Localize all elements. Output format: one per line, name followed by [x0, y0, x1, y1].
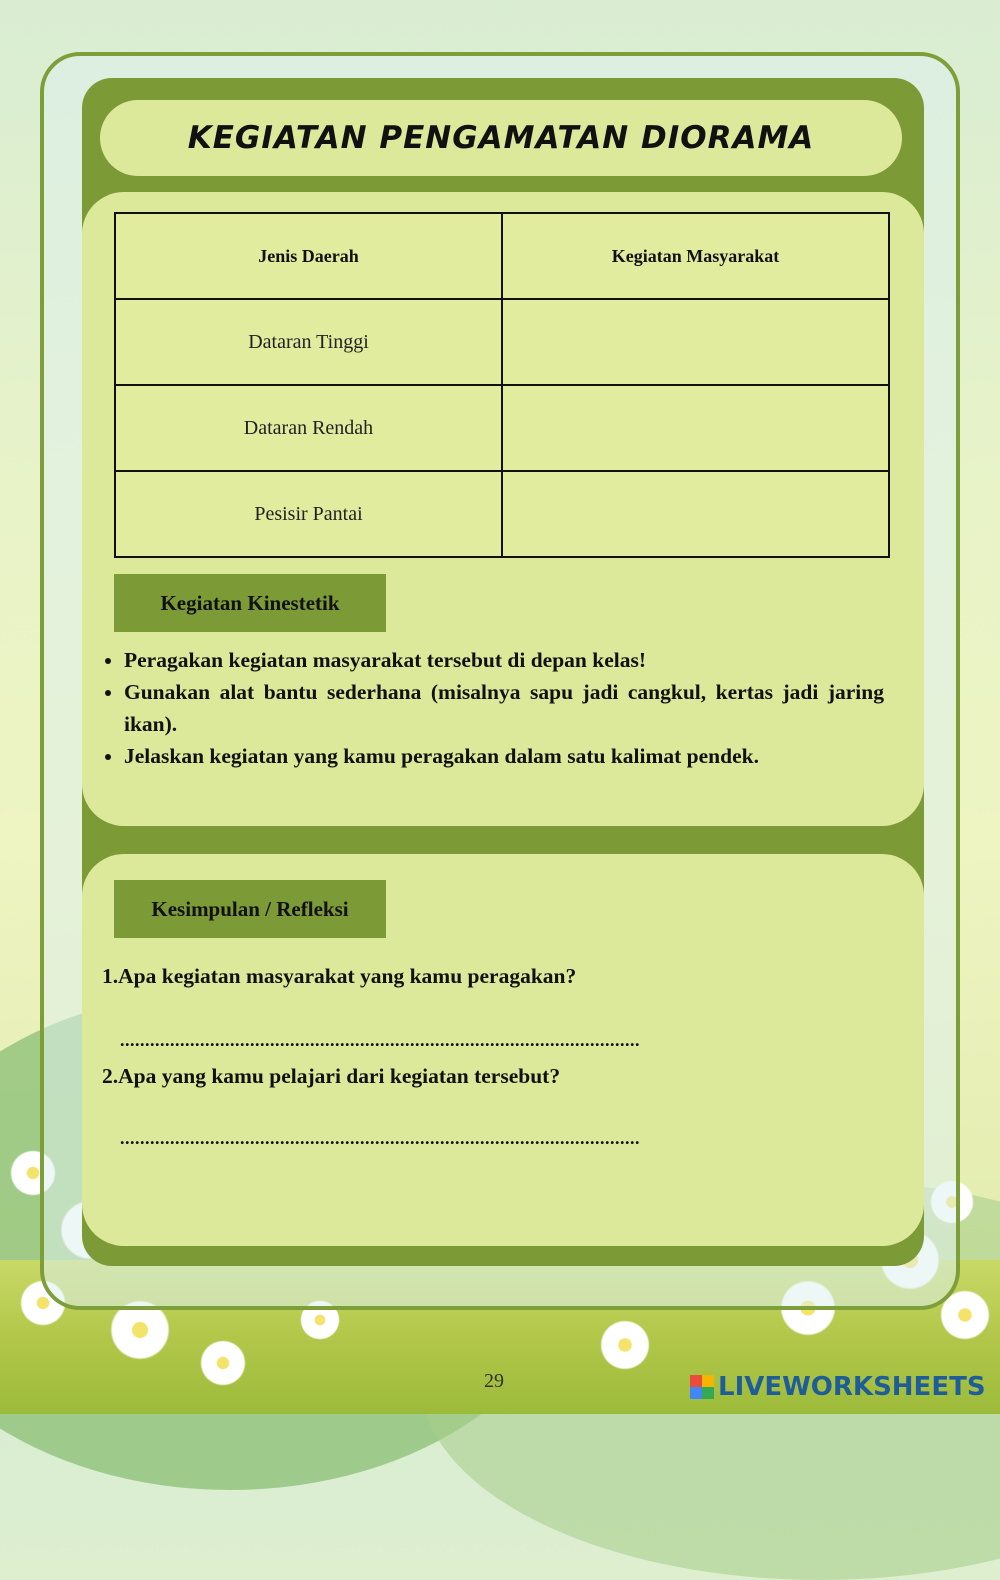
header-kegiatan-masyarakat: Kegiatan Masyarakat	[502, 213, 889, 299]
brand-name: LIVEWORKSHEETS	[718, 1372, 986, 1402]
list-item: • Gunakan alat bantu sederhana (misalnya sapu jadi cangkul, kertas jadi jaring ikan).	[124, 676, 884, 740]
list-item: • Jelaskan kegiatan yang kamu peragakan dalam satu kalimat pendek.	[124, 740, 884, 772]
brand-logo	[690, 1372, 986, 1402]
flower-icon	[200, 1340, 246, 1386]
table-header-row	[115, 213, 889, 299]
cell-region: Pesisir Pantai	[115, 471, 502, 557]
cell-region: Dataran Tinggi	[115, 299, 502, 385]
answer-line-1[interactable]: ........................................................................................................	[120, 1030, 640, 1050]
table-row	[115, 385, 889, 471]
header-jenis-daerah: Jenis Daerah	[115, 213, 502, 299]
page-title: KEGIATAN PENGAMATAN DIORAMA	[187, 120, 815, 156]
kinestetik-list	[100, 644, 884, 772]
kinestetik-label: Kegiatan Kinestetik	[114, 574, 386, 632]
list-item: • Peragakan kegiatan masyarakat tersebut di depan kelas!	[124, 644, 884, 676]
table-row	[115, 299, 889, 385]
cell-activity-input[interactable]	[502, 385, 889, 471]
table-row	[115, 471, 889, 557]
cell-activity-input[interactable]	[502, 299, 889, 385]
refleksi-label: Kesimpulan / Refleksi	[114, 880, 386, 938]
page-number: 29	[484, 1370, 504, 1392]
flower-icon	[600, 1320, 650, 1370]
title-banner	[100, 100, 902, 176]
cell-activity-input[interactable]	[502, 471, 889, 557]
question-2: 2.Apa yang kamu pelajari dari kegiatan tersebut?	[102, 1064, 561, 1088]
answer-line-2[interactable]: ........................................................................................................	[120, 1128, 640, 1148]
observation-table	[114, 212, 890, 558]
cell-region: Dataran Rendah	[115, 385, 502, 471]
question-1: 1.Apa kegiatan masyarakat yang kamu peragakan?	[102, 964, 577, 988]
liveworksheets-logo-icon	[690, 1375, 714, 1399]
